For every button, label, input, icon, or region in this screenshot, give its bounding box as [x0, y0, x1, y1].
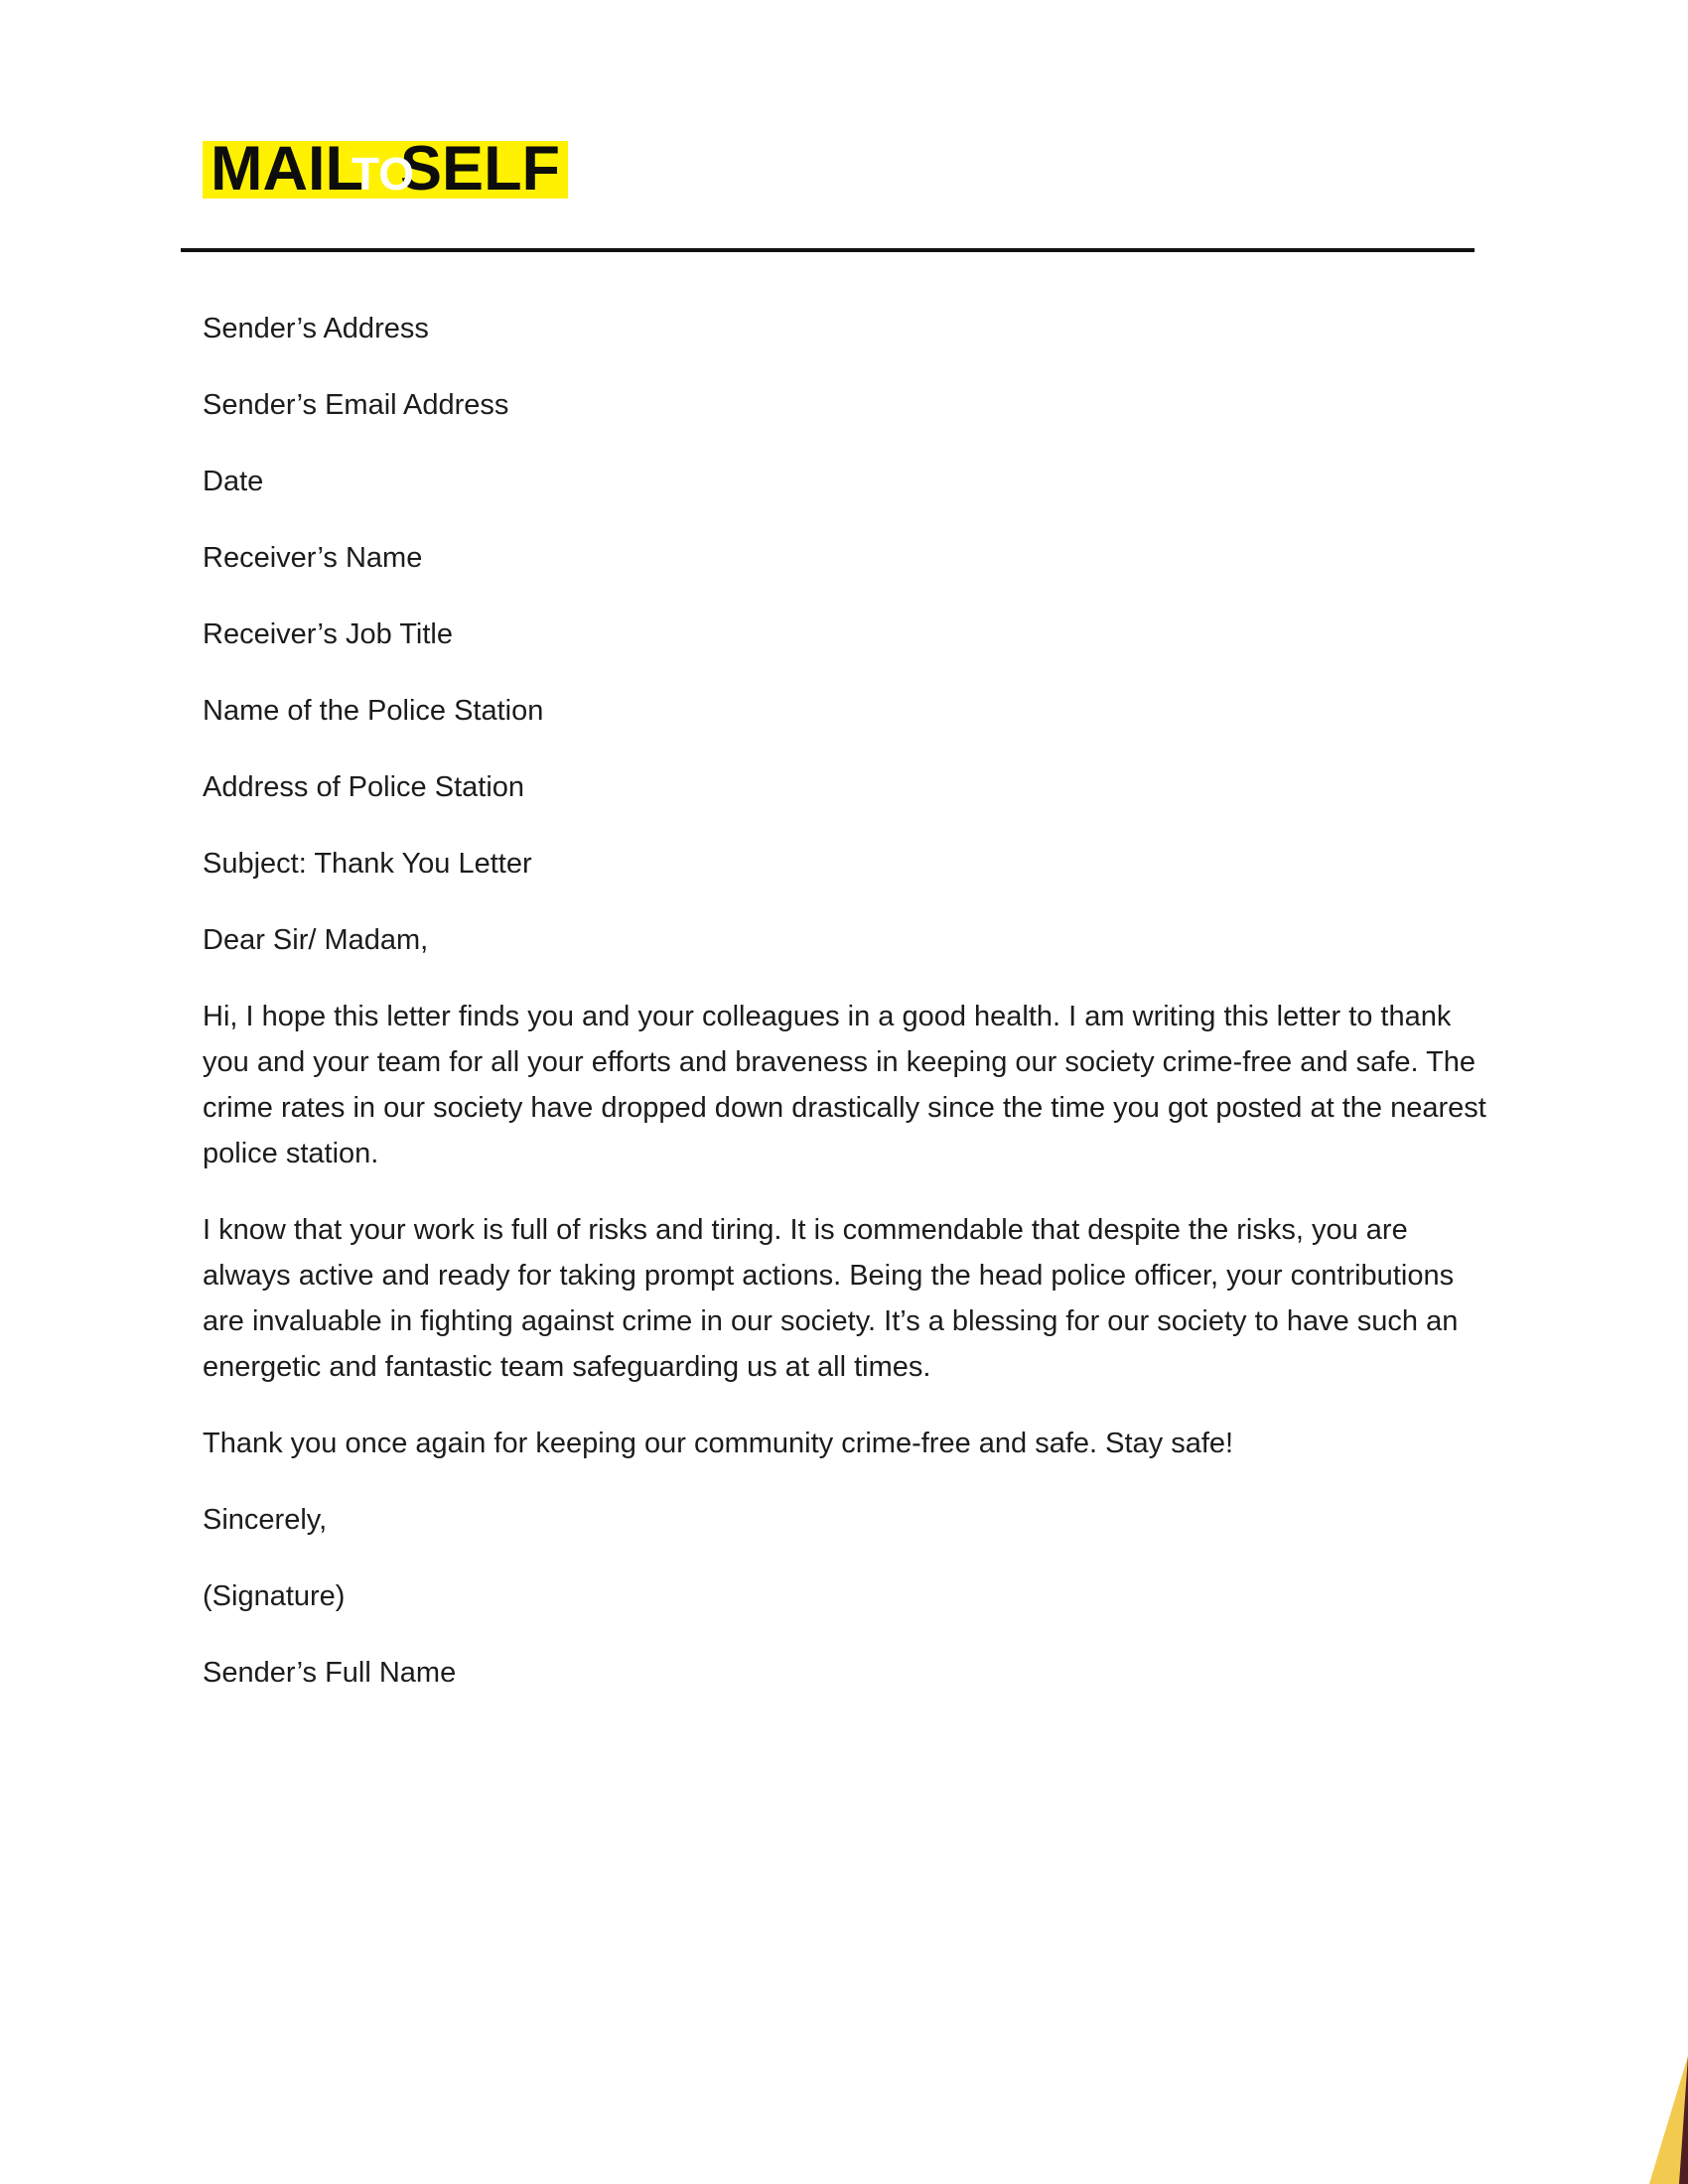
- receiver-job-title-line: Receiver’s Job Title: [203, 618, 453, 650]
- date-line: Date: [203, 466, 264, 497]
- signature-placeholder-line: (Signature): [203, 1580, 346, 1612]
- body-paragraph-2: I know that your work is full of risks and tiring. It is commendable that despite the risks, you are always active and ready for taking prompt actions. Being the head police officer, your contributions are invaluable in fighting against crime in our society. It’s a blessing for our society to have such an energetic and fantastic team safeguarding us at all times.: [203, 1214, 1459, 1383]
- police-station-address-line: Address of Police Station: [203, 771, 525, 803]
- receiver-name-line: Receiver’s Name: [203, 542, 423, 574]
- sign-off-line: Sincerely,: [203, 1504, 328, 1536]
- logo-word-self: SELF: [400, 134, 561, 204]
- brand-logo: [203, 134, 568, 204]
- subject-line: Subject: Thank You Letter: [203, 848, 532, 880]
- salutation-line: Dear Sir/ Madam,: [203, 924, 429, 956]
- police-station-name-line: Name of the Police Station: [203, 695, 544, 727]
- body-paragraph-1: Hi, I hope this letter finds you and your colleagues in a good health. I am writing this letter to thank you and your team for all your efforts and braveness in keeping our society crime-free and safe. The crime rates in our society have dropped down drastically since the time you got posted at the nearest police station.: [203, 1001, 1486, 1169]
- sender-full-name-line: Sender’s Full Name: [203, 1657, 457, 1689]
- header-divider: [181, 248, 1475, 252]
- logo-word-to: TO: [351, 148, 415, 200]
- sender-address-line: Sender’s Address: [203, 313, 429, 344]
- logo-word-mail: MAIL: [211, 134, 363, 204]
- body-paragraph-3: Thank you once again for keeping our community crime-free and safe. Stay safe!: [203, 1428, 1234, 1459]
- corner-ribbon-decoration: [1628, 2045, 1688, 2184]
- sender-email-line: Sender’s Email Address: [203, 389, 509, 421]
